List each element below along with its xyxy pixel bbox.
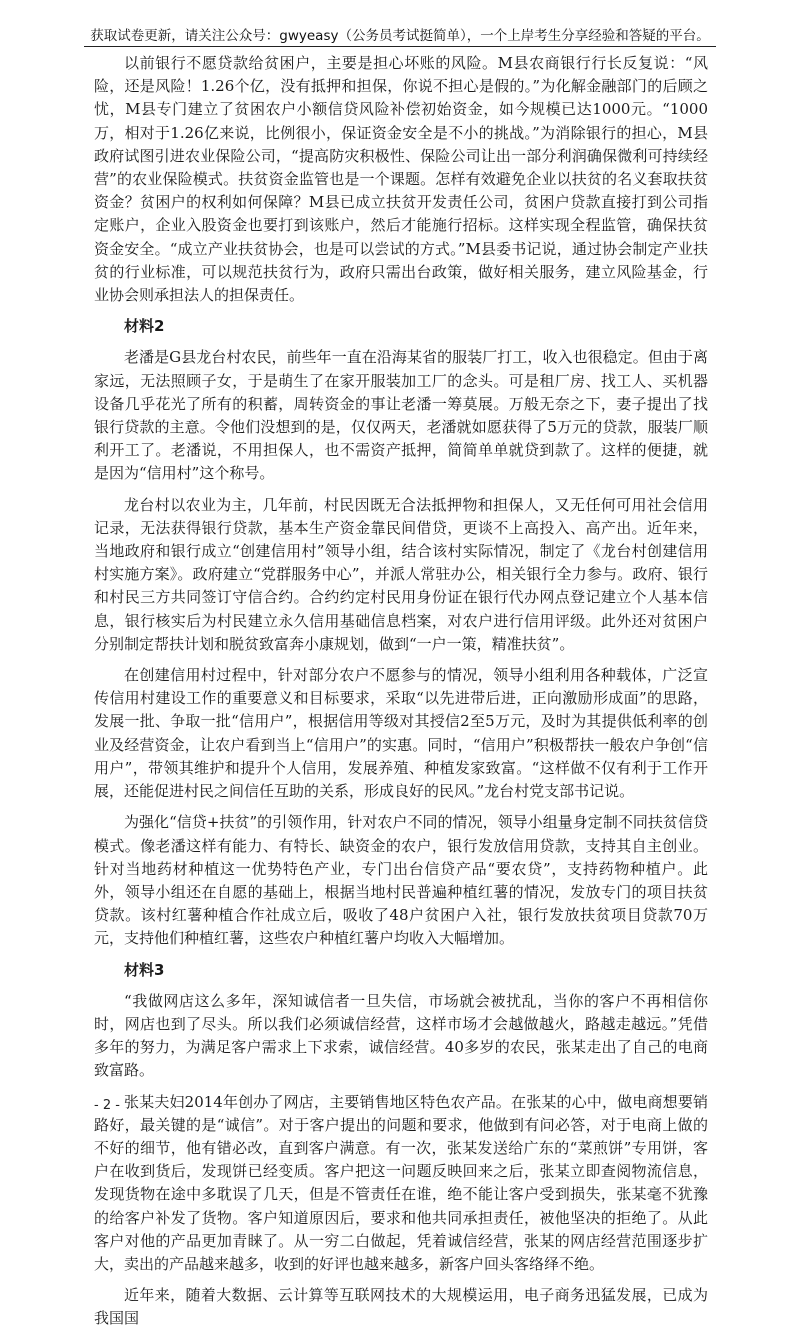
paragraph: 在创建信用村过程中，针对部分农户不愿参与的情况，领导小组利用各种载体，广泛宣传信用村建设工作的重要意义和目标要求，采取“以先进带后进，正向激励形成面”的思路，发展一批、争取一批“信用户”，根据信用等级对其授信2至5万元，及时为其提供低利率的创业及经营资金，让农户看到当上“信用户”的实惠。同时，“信用户”积极帮扶一般农户争创“信用户”，带领其维护和提升个人信用，发展养殖、种植发家致富。“这样做不仅有利于工作开展，还能促进村民之间信任互助的关系，形成良好的民风。”龙台村党支部书记说。 xyxy=(94,666,708,801)
header-rule xyxy=(84,46,716,47)
section-title-material-2: 材料2 xyxy=(124,317,165,336)
paragraph: 张某夫妇2014年创办了网店，主要销售地区特色农产品。在张某的心中，做电商想要销路好，最关键的是“诚信”。对于客户提出的问题和要求，他做到有问必答，对于电商上做的不好的细节，他有错必改，直到客户满意。有一次，张某发送给广东的“菜煎饼”专用饼，客户在收到货后，发现饼已经变质。客户把这一问题反映回来之后，张某立即查阅物流信息，发现货物在途中多耽误了几天，但是不管责任在谁，绝不能让客户受到损失，张某毫不犹豫的给客户补发了货物。客户知道原因后，要求和他共同承担责任，被他坚决的拒绝了。从此客户对他的产品更加青睐了。从一穷二白做起，凭着诚信经营，张某的网店经营范围逐步扩大，卖出的产品越来越多，收到的好评也越来越多，新客户回头客络绎不绝。 xyxy=(94,1092,708,1273)
paragraph: 龙台村以农业为主，几年前，村民因既无合法抵押物和担保人，又无任何可用社会信用记录，无法获得银行贷款，基本生产资金靠民间借贷，更谈不上高投入、高产出。近年来，当地政府和银行成立“创建信用村”领导小组，结合该村实际情况，制定了《龙台村创建信用村实施方案》。政府建立“党群服务中心”，并派人常驻办公，相关银行全力参与。政府、银行和村民三方共同签订守信合约。合约约定村民用身份证在银行代办网点登记建立个人基本信息，银行核实后为村民建立永久信用基础信息档案，对农户进行信用评级。此外还对贫困户分别制定帮扶计划和脱贫致富奔小康规划，做到“一户一策，精准扶贫”。 xyxy=(94,495,708,653)
paragraph: 老潘是G县龙台村农民，前些年一直在沿海某省的服装厂打工，收入也很稳定。但由于离家远，无法照顾子女，于是萌生了在家开服装加工厂的念头。可是租厂房、找工人、买机器设备几乎花光了所有的积蓄，周转资金的事让老潘一筹莫展。万般无奈之下，妻子提出了找银行贷款的主意。令他们没想到的是，仅仅两天，老潘就如愿获得了5万元的贷款，服装厂顺利开工了。老潘说，不用担保人，也不需资产抵押，简简单单就贷到款了。这样的便捷，就是因为“信用村”这个称号。 xyxy=(94,348,708,483)
paragraph: 为强化“信贷+扶贫”的引领作用，针对农户不同的情况，领导小组量身定制不同扶贫信贷模式。像老潘这样有能力、有特长、缺资金的农户，银行发放信用贷款，支持其自主创业。针对当地药材种植这一优势特色产业，专门出台信贷产品“要农贷”，支持药物种植户。此外，领导小组还在自愿的基础上，根据当地村民普遍种植红薯的情况，发放专门的项目扶贫贷款。该村红薯种植合作社成立后，吸收了48户贫困户入社，银行发放扶贫项目贷款70万元，支持他们种植红薯，这些农户种植红薯户均收入大幅增加。 xyxy=(94,813,708,948)
paragraph: 以前银行不愿贷款给贫困户，主要是担心坏账的风险。M县农商银行行长反复说：“风险，还是风险！1.26个亿，没有抵押和担保，你说不担心是假的。”为化解金融部门的后顾之忧，M县专门建立了贫困农户小额信贷风险补偿初始资金，如今规模已达1000元。“1000万，相对于1.26亿来说，比例很小，保证资金安全是不小的挑战。”为消除银行的担心，M县政府试图引进农业保险公司，“提高防灾积极性、保险公司让出一部分利润确保微利可持续经营”的农业保险模式。扶贫资金监管也是一个课题。怎样有效避免企业以扶贫的名义套取扶贫资金？贫困户的权利如何保障？M县已成立扶贫开发责任公司，贫困户贷款直接打到公司指定账户，企业入股资金也要打到该账户，然后才能施行招标。这样实现全程监管，确保扶贫资金安全。“成立产业扶贫协会，也是可以尝试的方式。”M县委书记说，通过协会制定产业扶贫的行业标准，可以规范扶贫行为，政府只需出台政策，做好相关服务，建立风险基金，行业协会则承担法人的担保责任。 xyxy=(94,54,708,305)
page-number: - 2 - xyxy=(94,1098,120,1113)
page-header-notice: 获取试卷更新，请关注公众号：gwyeasy（公务员考试挺简单），一个上岸考生分享经验和答疑的平台。 xyxy=(90,28,710,44)
section-title-material-3: 材料3 xyxy=(124,960,165,979)
document-body xyxy=(94,52,708,1339)
paragraph: “我做网店这么多年，深知诚信者一旦失信，市场就会被扰乱，当你的客户不再相信你时，网店也到了尽头。所以我们必须诚信经营，这样市场才会越做越火，路越走越远。”凭借多年的努力，为满足客户需求上下求索，诚信经营。40多岁的农民，张某走出了自己的电商致富路。 xyxy=(94,991,708,1080)
paragraph: 近年来，随着大数据、云计算等互联网技术的大规模运用，电子商务迅猛发展，已成为我国国 xyxy=(94,1286,708,1328)
